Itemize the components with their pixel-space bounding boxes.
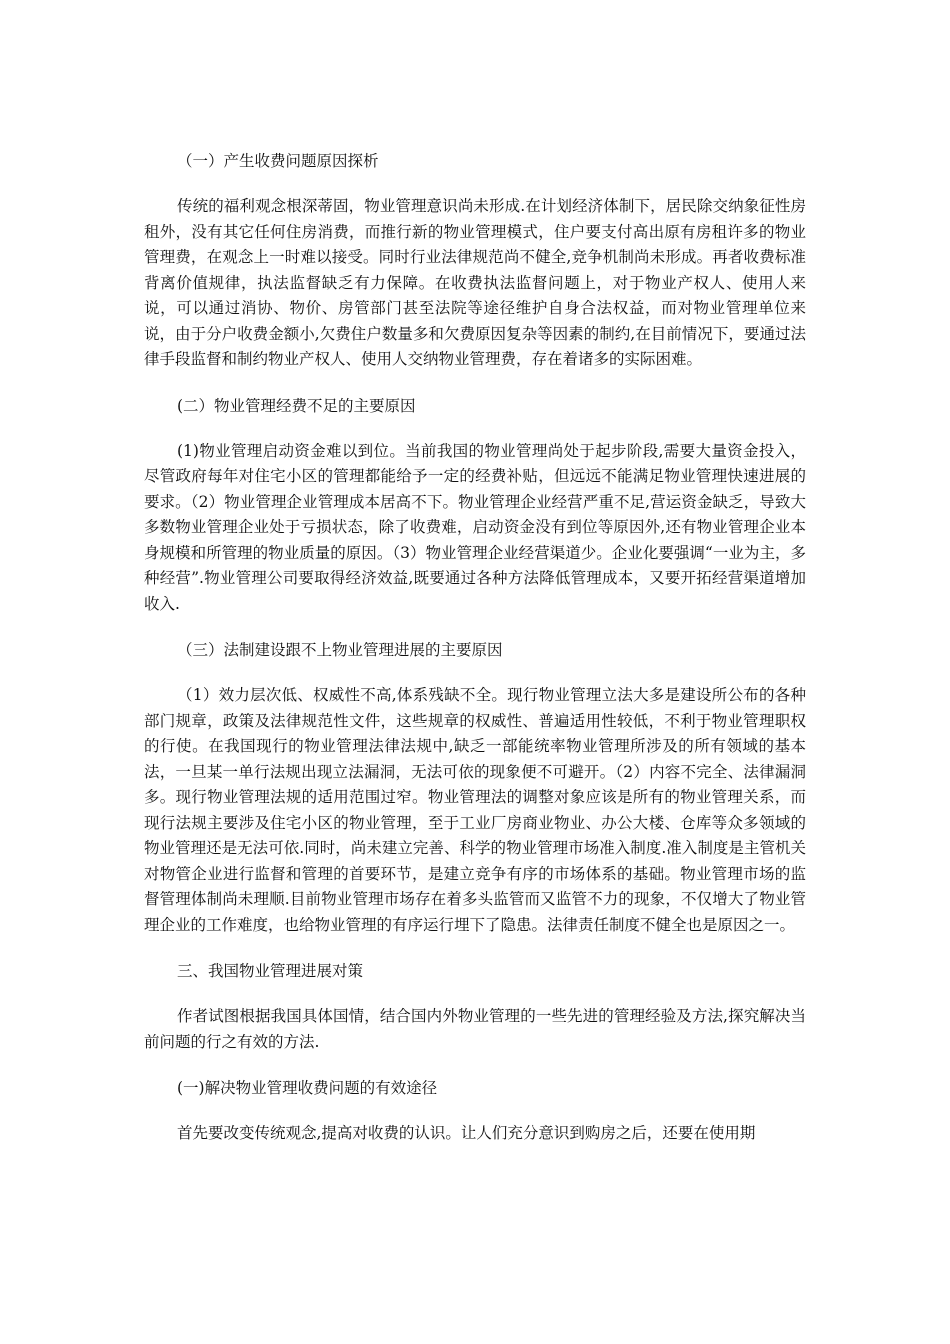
section-paragraph-3: （1）效力层次低、权威性不高,体系残缺不全。现行物业管理立法大多是建设所公布的各种部门规章，政策及法律规范性文件，这些规章的权威性、普遍适用性较低，不利于物业管理职权的行使。在我国现行的物业管理法律法规中,缺乏一部能统率物业管理所涉及的所有领域的基本法，一旦某一单行法规出现立法漏洞，无法可依的现象便不可避开。（2）内容不完全、法律漏洞多。现行物业管理法规的适用范围过窄。物业管理法的调整对象应该是所有的物业管理关系，而现行法规主要涉及住宅小区的物业管理，至于工业厂房商业物业、办公大楼、仓库等众多领域的物业管理还是无法可依.同时，尚未建立完善、科学的物业管理市场准入制度.准入制度是主管机关对物管企业进行监督和管理的首要环节，是建立竞争有序的市场体系的基础。物业管理市场的监督管理体制尚未理顺.目前物业管理市场存在着多头监管而又监管不力的现象，不仅增大了物业管理企业的工作难度，也给物业管理的有序运行埋下了隐患。法律责任制度不健全也是原因之一。 — [144, 686, 806, 934]
section-heading-1: （一）产生收费问题原因探析 — [177, 152, 379, 170]
section-paragraph-2: (1)物业管理启动资金难以到位。当前我国的物业管理尚处于起步阶段,需要大量资金投入，尽管政府每年对住宅小区的管理都能给予一定的经费补贴，但远远不能满足物业管理快速进展的要求。（2）物业管理企业管理成本居高不下。物业管理企业经营严重不足,营运资金缺乏，导致大多数物业管理企业处于亏损状态，除了收费难，启动资金没有到位等原因外,还有物业管理企业本身规模和所管理的物业质量的原因。（3）物业管理企业经营渠道少。企业化要强调“一业为主，多种经营”.物业管理公司要取得经济效益,既要通过各种方法降低管理成本，又要开拓经营渠道增加收入. — [144, 441, 806, 613]
section-heading-2: (二）物业管理经费不足的主要原因 — [177, 396, 416, 415]
document-page — [144, 148, 806, 1147]
section-heading-3: （三）法制建设跟不上物业管理进展的主要原因 — [177, 641, 503, 659]
section-paragraph-1: 传统的福利观念根深蒂固，物业管理意识尚未形成.在计划经济体制下，居民除交纳象征性房租外，没有其它任何住房消费，而推行新的物业管理模式，住户要支付高出原有房租许多的物业管理费，在观念上一时难以接受。同时行业法律规范尚不健全,竞争机制尚未形成。再者收费标准背离价值规律，执法监督缺乏有力保障。在收费执法监督问题上，对于物业产权人、使用人来说，可以通过消协、物价、房管部门甚至法院等途径维护自身合法权益，而对物业管理单位来说，由于分户收费金额小,欠费住户数量多和欠费原因复杂等因素的制约,在目前情况下，要通过法律手段监督和制约物业产权人、使用人交纳物业管理费，存在着诸多的实际困难。 — [144, 197, 806, 368]
section-heading-4: 三、我国物业管理进展对策 — [177, 962, 364, 980]
section-paragraph-4: 作者试图根据我国具体国情，结合国内外物业管理的一些先进的管理经验及方法,探究解决当前问题的行之有效的方法. — [144, 1007, 806, 1051]
section-heading-5: (一)解决物业管理收费问题的有效途径 — [177, 1079, 438, 1097]
section-paragraph-5: 首先要改变传统观念,提高对收费的认识。让人们充分意识到购房之后，还要在使用期 — [177, 1124, 756, 1142]
